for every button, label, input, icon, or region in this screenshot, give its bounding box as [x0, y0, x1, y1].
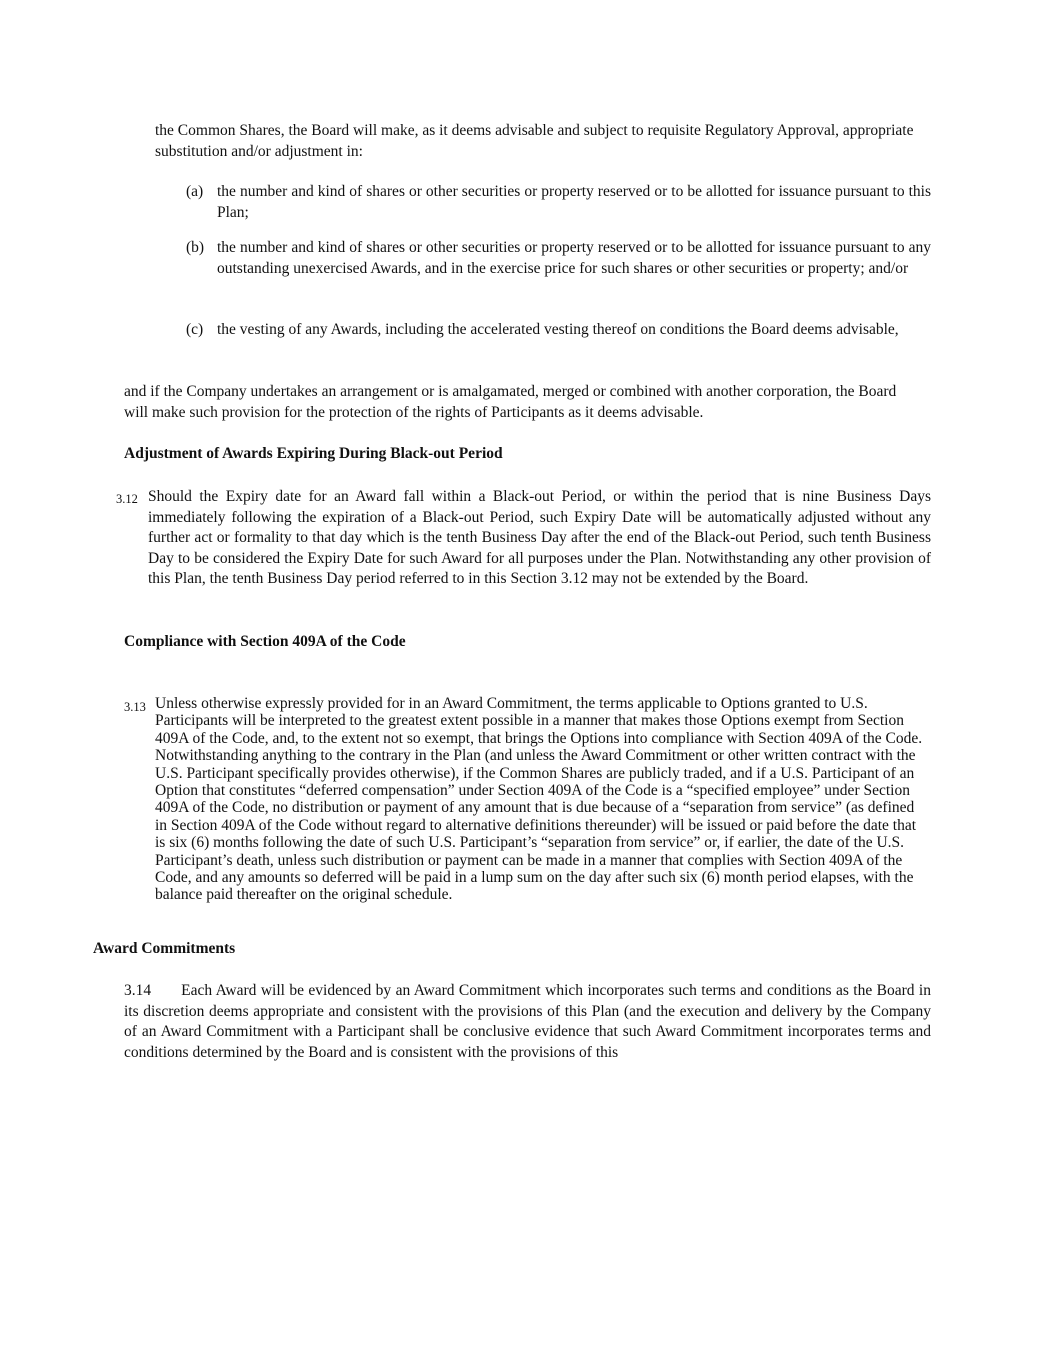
- list-item-text: the number and kind of shares or other securities or property reserved or to be allotted for issuance pursuant to this Plan;: [217, 183, 931, 221]
- section-3-12-body: Should the Expiry date for an Award fall within a Black-out Period, or within the period that is nine Business Days immediately following the expiration of a Black-out Period, such Expiry Date will be automatically adjusted without any further act or formality to that day which is the tenth Business Day after the end of the Black-out Period, such tenth Business Day to be considered the Expiry Date for such Award for all purposes under the Plan. Notwithstanding any other provision of this Plan, the tenth Business Day period referred to in this Section 3.12 may not be extended by the Board.: [148, 488, 931, 588]
- section-heading-award-commitments: Award Commitments: [93, 940, 236, 957]
- section-3-14-body: [124, 981, 931, 1063]
- section-number-3-13: 3.13: [124, 700, 146, 714]
- section-3-14-text: Each Award will be evidenced by an Award Commitment which incorporates such terms and conditions as the Board in its discretion deems appropriate and consistent with the provisions of this Plan (and the execution and delivery by the Company of an Award Commitment with a Participant shall be conclusive evidence that such Award Commitment incorporates terms and conditions determined by the Board and is consistent with the provisions of this: [124, 982, 931, 1061]
- list-item-b: [186, 238, 931, 279]
- list-marker: (a): [186, 183, 204, 200]
- section-heading-409a: Compliance with Section 409A of the Code: [124, 633, 406, 650]
- list-item-c: [186, 320, 931, 341]
- list-marker: (b): [186, 239, 205, 256]
- list-marker: (c): [186, 321, 204, 338]
- list-item-text: the number and kind of shares or other securities or property reserved or to be allotted for issuance pursuant to any outstanding unexercised Awards, and in the exercise price for such shares or other securities or property; and/or: [217, 239, 931, 277]
- list-item-a: [186, 182, 931, 223]
- intro-paragraph: the Common Shares, the Board will make, as it deems advisable and subject to requisite Regulatory Approval, appropriate substitution and/or adjustment in:: [155, 122, 914, 160]
- closing-paragraph: and if the Company undertakes an arrangement or is amalgamated, merged or combined with another corporation, the Board will make such provision for the protection of the rights of Participants as it deems advisable.: [124, 383, 897, 421]
- section-number-3-12: 3.12: [116, 492, 138, 506]
- section-3-13-body: Unless otherwise expressly provided for in an Award Commitment, the terms applicable to Options granted to U.S. Participants will be interpreted to the greatest extent possible in a manner that makes those Options exempt from Section 409A of the Code, and, to the extent not so exempt, that brings the Options into compliance with Section 409A of the Code. Notwithstanding anything to the contrary in the Plan (and unless the Award Commitment or other written contract with the U.S. Participant specifically provides otherwise), if the Common Shares are publicly traded, and if a U.S. Participant of an Option that constitutes “deferred compensation” under Section 409A of the Code is a “specified employee” under Section 409A of the Code, no distribution or payment of any amount that is due because of a “separation from service” (as defined in Section 409A of the Code without regard to alternative definitions thereunder) will be issued or paid before the date that is six (6) months following the date of such U.S. Participant’s “separation from service” or, if earlier, the date of the U.S. Participant’s death, unless such distribution or payment can be made in a manner that complies with Section 409A of the Code, and any amounts so deferred will be paid in a lump sum on the day after such six (6) month period elapses, with the balance paid thereafter on the original schedule.: [155, 695, 923, 904]
- list-item-text: the vesting of any Awards, including the accelerated vesting thereof on conditions the Board deems advisable,: [217, 321, 899, 338]
- section-number-3-14: 3.14: [124, 982, 152, 999]
- section-heading-blackout: Adjustment of Awards Expiring During Black-out Period: [124, 445, 503, 462]
